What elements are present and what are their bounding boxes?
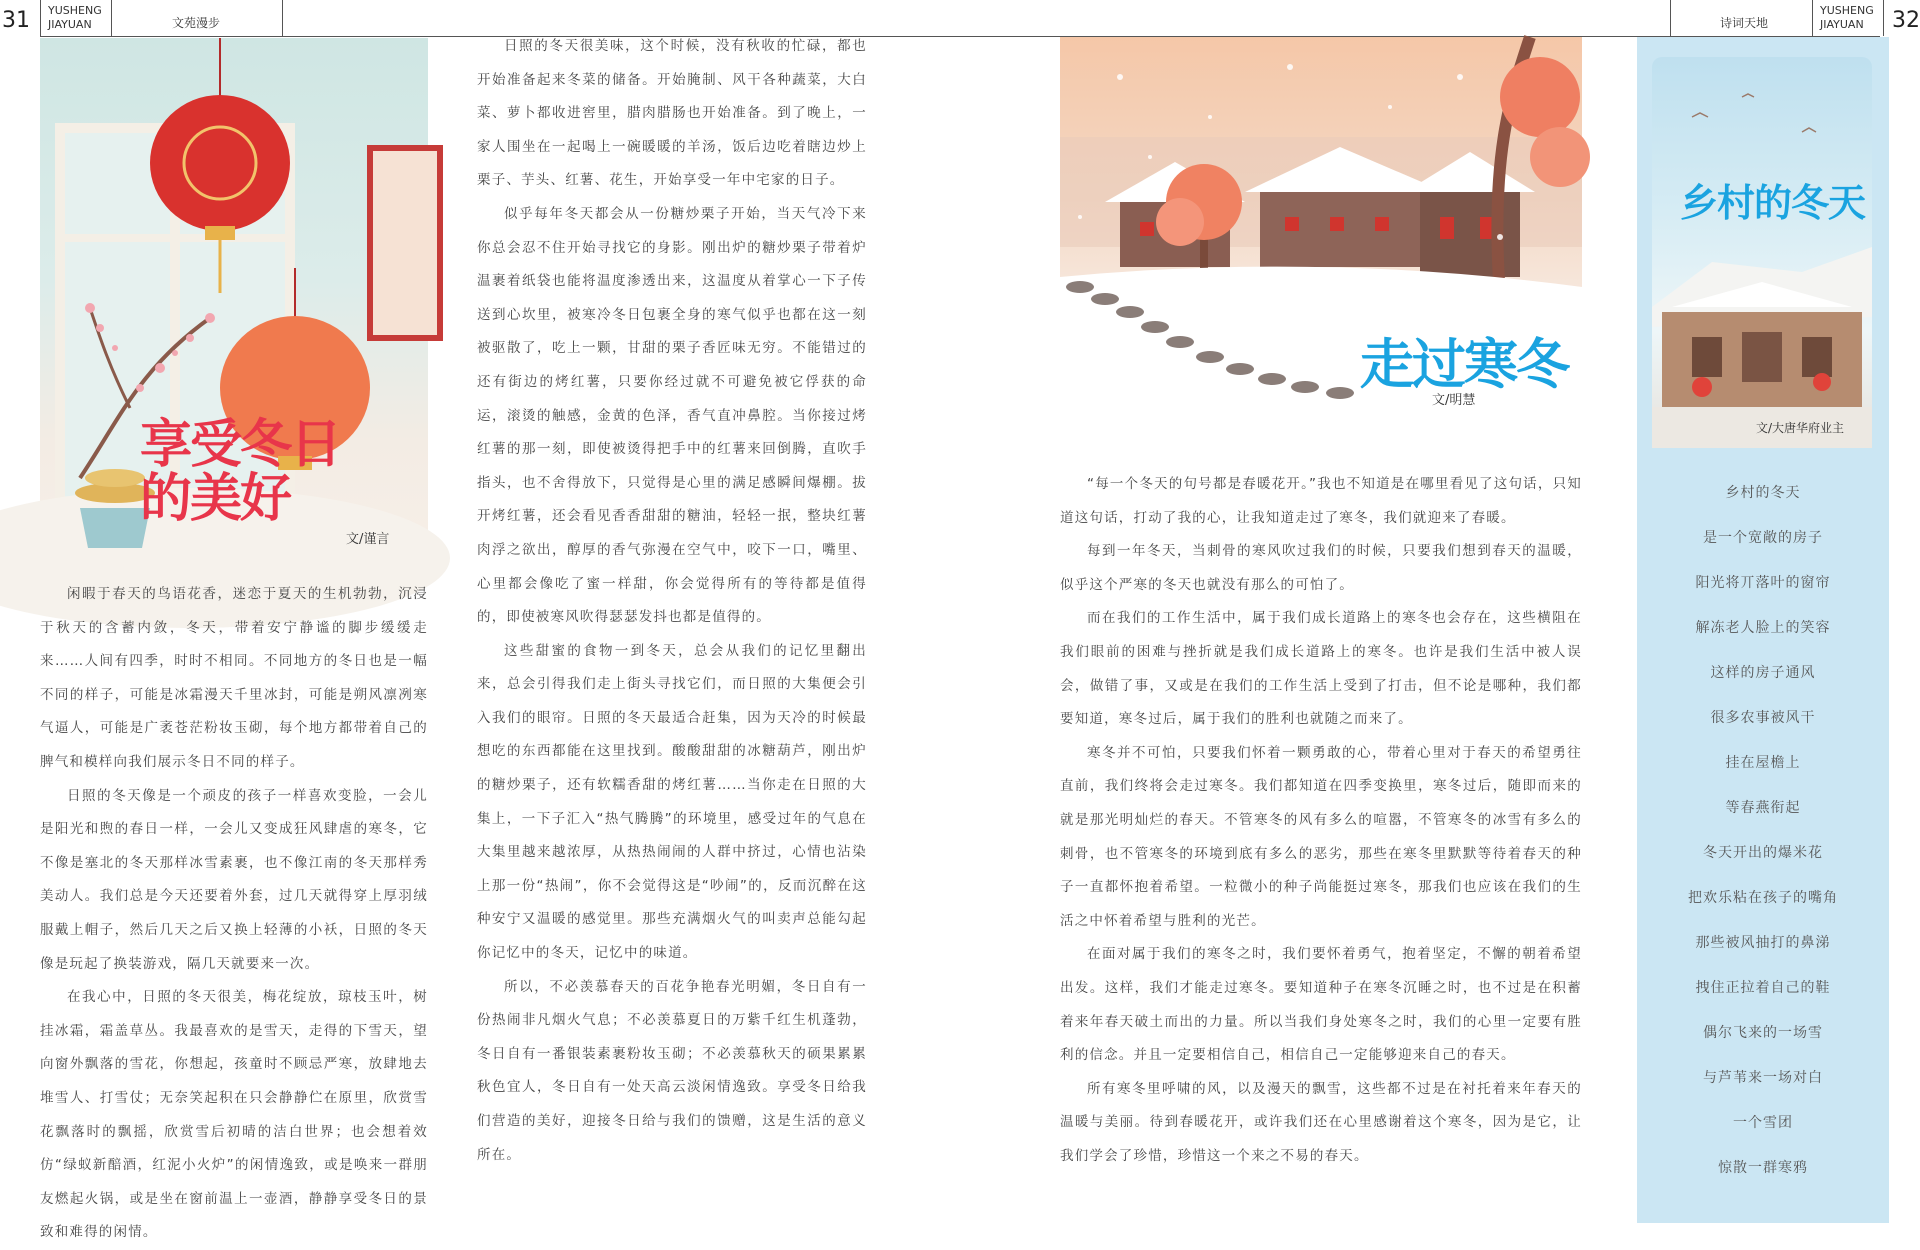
header-divider	[1670, 0, 1671, 36]
article1-byline: 文/谨言	[346, 532, 390, 547]
poem-line: 拽住正拉着自己的鞋	[1695, 980, 1831, 996]
article1-illustration	[40, 38, 428, 574]
article1-paragraph: 这些甜蜜的食物一到冬天，总会从我们的记忆里翻出来，总会引得我们走上街头寻找它们，而日照的大集便会引入我们的眼帘。日照的冬天最适合赶集，因为天冷的时候最想吃的东西都能在这里找到。酸酸甜甜的冰糖葫芦，刚出炉的糖炒栗子，还有软糯香甜的烤红薯……当你走在日照的大集上，一下子汇入“热气腾腾”的环境里，感受过年的气息在大集里越来越浓厚，从热热闹闹的人群中挤过，心情也沾染上那一份“热闹”，你不会觉得这是“吵闹”的，反而沉醉在这种安宁又温暖的感觉里。那些充满烟火气的叫卖声总能勾起你记忆中的冬天，记忆中的味道。	[477, 642, 867, 962]
poem-line: 解冻老人脸上的笑容	[1695, 620, 1831, 636]
brand-line2: JIAYUAN	[48, 18, 92, 31]
article2-byline: 文/明慧	[1432, 393, 1476, 408]
article2-body	[1060, 468, 1582, 1173]
article2-paragraph: “每一个冬天的句号都是春暖花开。”我也不知道是在哪里看见了这句话，只知道这句话，打动了我的心，让我知道走过了寒冬，我们就迎来了春暖。	[1060, 476, 1582, 526]
article1-paragraph: 日照的冬天很美味，这个时候，没有秋收的忙碌，都也开始准备起来冬菜的储备。开始腌制、风干各种蔬菜，大白菜、萝卜都收进窖里，腊肉腊肠也开始准备。到了晚上，一家人围坐在一起喝上一碗暖暖的羊汤，饭后边吃着瞎边炒上栗子、芋头、红薯、花生，开始享受一年中宅家的日子。	[477, 38, 867, 189]
poem-line: 阳光将丌落叶的窗帘	[1695, 575, 1831, 591]
article2-illustration	[1060, 37, 1582, 441]
article1-column-1	[40, 578, 428, 1241]
article2-paragraph: 在面对属于我们的寒冬之时，我们要怀着勇气，抱着坚定，不懈的朝着希望出发。这样，我们才能走过寒冬。要知道种子在寒冬沉睡之时，也不过是在积蓄着来年春天破土而出的力量。所以当我们身处寒冬之时，我们的心里一定要有胜利的信念。并且一定要相信自己，相信自己一定能够迎来自己的春天。	[1060, 946, 1582, 1064]
article1-column-2	[477, 30, 867, 1220]
header-divider	[282, 0, 283, 36]
poem-line: 与芦苇来一场对白	[1703, 1070, 1823, 1086]
poem-line: 那些被风抽打的鼻涕	[1695, 935, 1831, 951]
poem-illustration	[1652, 57, 1872, 448]
page-number-right: 32	[1892, 8, 1920, 33]
poem-line: 乡村的冬天	[1725, 485, 1801, 501]
poem-line: 惊散一群寒鸦	[1718, 1160, 1808, 1176]
brand-line2: JIAYUAN	[1820, 18, 1864, 31]
snowy-house-scene	[1652, 57, 1872, 448]
brand-left	[48, 4, 102, 32]
section-label-right: 诗词天地	[1720, 16, 1769, 30]
header-rule	[40, 36, 1880, 37]
brand-right	[1820, 4, 1874, 32]
poem-line: 把欢乐粘在孩子的嘴角	[1688, 890, 1838, 906]
poem-byline: 文/大唐华府业主	[1756, 421, 1845, 435]
article2-paragraph: 寒冬并不可怕，只要我们怀着一颗勇敢的心，带着心里对于春天的希望勇往直前，我们终将会走过寒冬。我们都知道在四季变换里，寒冬过后，随即而来的就是那光明灿烂的春天。不管寒冬的风有多么的喧嚣，不管寒冬的冰雪有多么的刺骨，也不管寒冬的环境到底有多么的恶劣，那些在寒冬里默默等待着春天的种子一直都怀抱着希望。一粒微小的种子尚能挺过寒冬，那我们也应该在我们的生活之中怀着希望与胜利的光芒。	[1060, 744, 1582, 929]
article2-paragraph: 而在我们的工作生活中，属于我们成长道路上的寒冬也会存在，这些横阻在我们眼前的困难与挫折就是我们成长道路上的寒冬。也许是我们生活中被人误会，做错了事，又或是在我们的工作生活上受到了打击，但不论是哪种，我们都要知道，寒冬过后，属于我们的胜利也就随之而来了。	[1060, 610, 1582, 728]
article1-paragraph: 在我心中，日照的冬天很美，梅花绽放，琼枝玉叶，树挂冰霜，霜盖草丛。我最喜欢的是雪天，走得的下雪天，望向窗外飘落的雪花，你想起，孩童时不顾忌严寒，放肆地去堆雪人、打雪仗；无奈笑起积在只会静静伫在原里，欣赏雪花飘落时的飘摇，欣赏雪后初晴的洁白世界；也会想着效仿“绿蚁新醅酒，红泥小火炉”的闲情逸致，或是唤来一群朋友燃起火锅，或是坐在窗前温上一壶酒，静静享受冬日的景致和难得的闲情。	[40, 989, 428, 1241]
poem-title: 乡村的冬天	[1680, 180, 1866, 225]
section-label-left: 文苑漫步	[172, 16, 221, 30]
article1-title: 享受冬日的美好	[140, 414, 341, 529]
poem-line: 挂在屋檐上	[1725, 755, 1801, 771]
poem-line: 偶尔飞来的一场雪	[1703, 1025, 1823, 1041]
article2-title: 走过寒冬	[1360, 332, 1568, 396]
article1-paragraph: 所以，不必羡慕春天的百花争艳春光明媚，冬日自有一份热闹非凡烟火气息；不必羡慕夏日的万紫千红生机蓬勃，冬日自有一番银装素裹粉妆玉砌；不必羡慕秋天的硕果累累秋色宜人，冬日自有一处天高云淡闲情逸致。享受冬日给我们营造的美好，迎接冬日给与我们的馈赠，这是生活的意义所在。	[477, 978, 867, 1163]
page-number-left: 31	[2, 8, 30, 33]
poem-line: 一个雪团	[1733, 1115, 1793, 1131]
poem-line: 等春燕衔起	[1725, 800, 1801, 816]
article1-paragraph: 似乎每年冬天都会从一份糖炒栗子开始，当天气冷下来你总会忍不住开始寻找它的身影。刚出炉的糖炒栗子带着炉温裹着纸袋也能将温度渗透出来，这温度从着掌心一下子传送到心坎里，被寒冷冬日包裹全身的寒气似乎也都在这一刻被驱散了，吃上一颗，甘甜的栗子香匠味无穷。不能错过的还有街边的烤红薯，只要你经过就不可避免被它俘获的命运，滚烫的触感，金黄的色泽，香气直冲鼻腔。当你接过烤红薯的那一刻，即使被烫得把手中的红薯来回倒腾，直吹手指头，也不舍得放下，只觉得是心里的满足感瞬间爆棚。拔开烤红薯，还会看见香香甜甜的糖油，轻轻一抿，整块红薯肉浮之欲出，醇厚的香气弥漫在空气中，咬下一口，嘴里、心里都会像吃了蜜一样甜，你会觉得所有的等待都是值得的，即使被寒风吹得瑟瑟发抖也都是值得的。	[477, 205, 867, 626]
brand-line1: YUSHENG	[1820, 4, 1874, 17]
brand-line1: YUSHENG	[48, 4, 102, 17]
poem-line: 这样的房子通风	[1710, 665, 1816, 681]
poem-line: 是一个宽敞的房子	[1703, 530, 1823, 546]
article1-paragraph: 日照的冬天像是一个顽皮的孩子一样喜欢变脸，一会儿是阳光和煦的春日一样，一会儿又变成狂风肆虐的寒冬，它不像是塞北的冬天那样冰雪素裹，也不像江南的冬天那样秀美动人。我们总是今天还要着外套，过几天就得穿上厚羽绒服戴上帽子，然后几天之后又换上轻薄的小袄，日照的冬天像是玩起了换装游戏，隔几天就要来一次。	[40, 787, 428, 972]
poem-line: 很多农事被风干	[1710, 710, 1816, 726]
article1-paragraph: 闲暇于春天的鸟语花香，迷恋于夏天的生机勃勃，沉浸于秋天的含蓄内敛，冬天，带着安宁静谧的脚步缓缓走来……人间有四季，时时不相同。不同地方的冬日也是一幅不同的样子，可能是冰霜漫天千里冰封，可能是朔风凛冽寒气逼人，可能是广袤苍茫粉妆玉砌，每个地方都带着自己的脾气和模样向我们展示冬日不同的样子。	[40, 586, 428, 770]
poem-line: 冬天开出的爆米花	[1703, 845, 1823, 861]
article2-paragraph: 所有寒冬里呼啸的风，以及漫天的飘雪，这些都不过是在衬托着来年春天的温暖与美丽。待到春暖花开，或许我们还在心里感谢着这个寒冬，因为是它，让我们学会了珍惜，珍惜这一个来之不易的春天。	[1060, 1080, 1582, 1164]
article2-paragraph: 每到一年冬天，当刺骨的寒风吹过我们的时候，只要我们想到春天的温暖，似乎这个严寒的冬天也就没有那么的可怕了。	[1060, 543, 1582, 593]
